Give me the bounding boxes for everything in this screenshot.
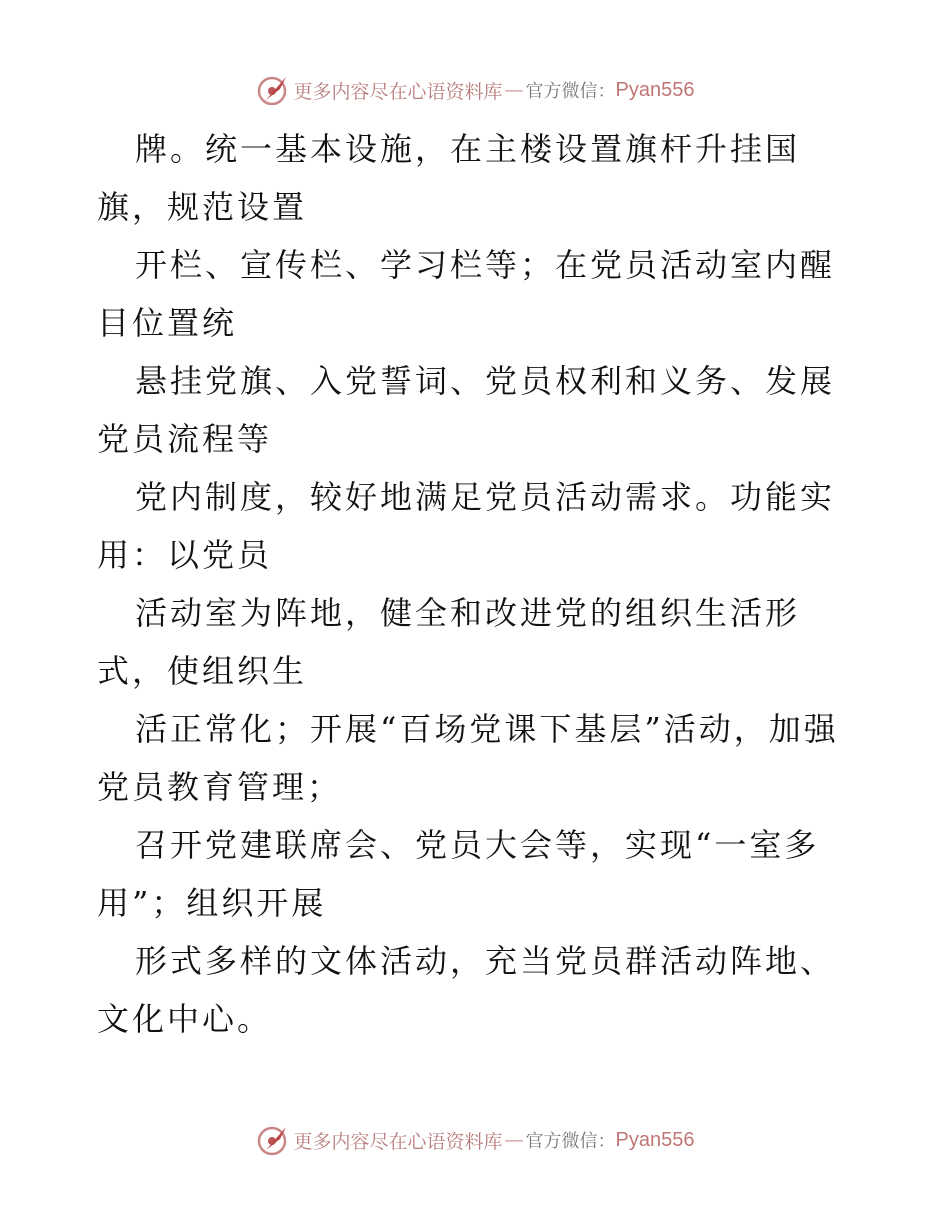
paragraph-8: 形式多样的文体活动，充当党员群活动阵地、文化中心。 (97, 942, 836, 1038)
watermark-separator: — (504, 79, 524, 101)
paragraph-3: 悬挂党旗、入党誓词、党员权利和义务、发展党员流程等 (97, 362, 836, 458)
watermark-wechat-id: Pyan556 (615, 78, 695, 101)
watermark-site-text: 更多内容尽在心语资料库 (293, 1130, 503, 1153)
watermark-separator: — (504, 1129, 524, 1151)
watermark-wechat-label: 官方微信： (525, 81, 616, 102)
paragraph-2: 开栏、宣传栏、学习栏等；在党员活动室内醒目位置统 (97, 246, 836, 342)
paragraph-7: 召开党建联席会、党员大会等，实现“一室多用”；组织开展 (97, 826, 820, 922)
paragraph-1: 牌。统一基本设施，在主楼设置旗杆升挂国旗，规范设置 (97, 130, 801, 226)
watermark-site-text: 更多内容尽在心语资料库 (293, 80, 503, 103)
watermark-wechat-id: Pyan556 (615, 1128, 695, 1151)
document-body (97, 120, 867, 1048)
paragraph-4: 党内制度，较好地满足党员活动需求。功能实用：以党员 (97, 478, 836, 574)
feather-pen-logo-icon (256, 73, 290, 107)
feather-pen-logo-icon (256, 1123, 290, 1157)
watermark-wechat-label: 官方微信： (525, 1131, 616, 1152)
footer-watermark (0, 1120, 950, 1160)
paragraph-6: 活正常化；开展“百场党课下基层”活动，加强党员教育管理； (97, 710, 839, 806)
header-watermark (0, 70, 950, 110)
paragraph-5: 活动室为阵地，健全和改进党的组织生活形式，使组织生 (97, 594, 801, 690)
